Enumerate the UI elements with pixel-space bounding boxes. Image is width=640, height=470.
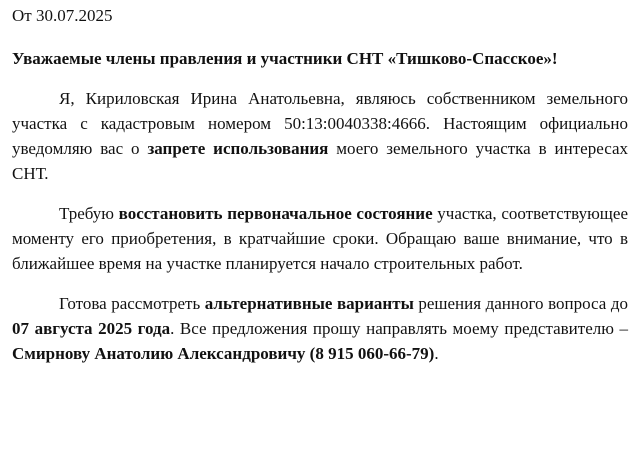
document-date: От 30.07.2025 [12, 6, 113, 25]
paragraph-text: . [434, 344, 439, 363]
deadline-date: 07 августа 2025 года [12, 319, 171, 338]
emphasis-text: запрете использования [147, 139, 329, 158]
paragraph-demand [12, 201, 628, 276]
emphasis-text: восстановить первоначальное состояние [118, 204, 433, 223]
emphasis-text: альтернативные варианты [204, 294, 414, 313]
document-greeting: Уважаемые члены правления и участники СНТ «Тишково-Спасское»! [12, 49, 558, 68]
paragraph-text: . Все предложения прошу направлять моему представителю – [170, 319, 628, 338]
representative-contact: Смирнову Анатолию Александровичу (8 915 060-66-79) [12, 344, 435, 363]
paragraph-text: Я, Кириловская Ирина Анатольевна, являюсь собственником земельного участка с кадастровым номером 50:13:0040338:4666. Настоящим официально уведомляю вас о [12, 89, 628, 158]
paragraph-proposal [12, 291, 628, 366]
paragraph-text: Готова рассмотреть [59, 294, 205, 313]
paragraph-text: участка, соответствующее моменту его приобретения, в кратчайшие сроки. Обращаю ваше внимание, что в ближайшее время на участке планируется начало строительных работ. [12, 204, 628, 273]
paragraph-notice [12, 86, 628, 186]
paragraph-text: Требую [59, 204, 119, 223]
paragraph-text: моего земельного участка в интересах СНТ. [12, 139, 628, 183]
paragraph-text: решения данного вопроса до [413, 294, 629, 313]
